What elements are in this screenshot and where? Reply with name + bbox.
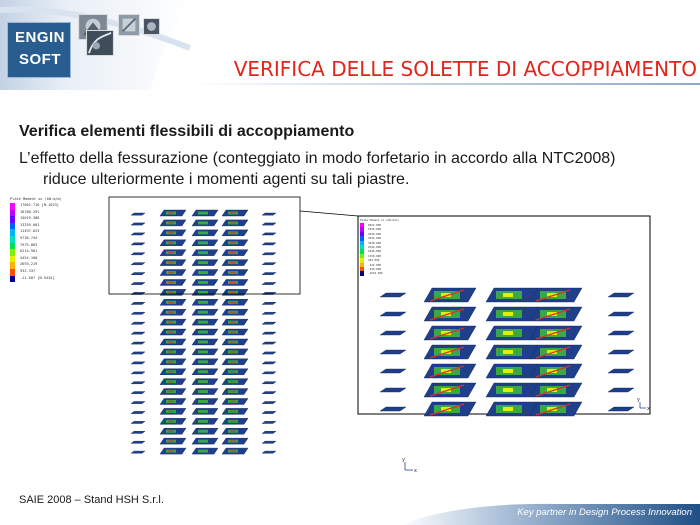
logo-line-2: SOFT	[19, 51, 61, 68]
floor-plate-small	[131, 233, 145, 235]
plate-stress-band	[198, 410, 208, 413]
plate-stress-peak	[168, 341, 174, 342]
main-axis-triad-x-label: x	[414, 468, 417, 474]
legend-swatch	[10, 262, 15, 269]
plate-stress-peak	[168, 292, 174, 293]
legend-value: 2693.219	[20, 262, 38, 267]
floor-plate-small	[131, 421, 145, 423]
zoom-colour-legend	[360, 218, 420, 278]
plate-stress-band	[198, 301, 208, 304]
plate-stress-peak	[230, 242, 236, 243]
legend-value: 6214.981	[20, 249, 38, 254]
plate-stress-peak	[168, 272, 174, 273]
zoom-axis-triad-y-label: y	[637, 397, 640, 403]
plate-stress-band	[198, 340, 208, 343]
plate-stress-band	[198, 430, 208, 433]
floor-plate-small	[131, 382, 145, 384]
plate-stress-peak	[230, 232, 236, 233]
main-legend-title: Plate Moment xx (kN·m/m)	[10, 197, 62, 201]
zoom-stress-mid	[503, 369, 513, 373]
floor-plate-small	[131, 213, 145, 215]
legend-value: 11497.623	[20, 229, 40, 234]
floor-plate-small	[131, 431, 145, 433]
plate-stress-peak	[230, 222, 236, 223]
legend-swatch	[10, 203, 15, 210]
header-thumbnail-3	[118, 14, 140, 36]
floor-plate-small	[131, 253, 145, 255]
legend-swatch	[10, 269, 15, 276]
legend-value: -1634.000	[368, 271, 383, 276]
plate-stress-peak	[230, 331, 236, 332]
plate-stress-peak	[230, 351, 236, 352]
plate-stress-peak	[230, 312, 236, 313]
plate-stress-peak	[168, 401, 174, 402]
paragraph-line-2: riduce ulteriormente i momenti agenti su tali piastre.	[43, 171, 410, 188]
legend-value: 4630.000	[368, 231, 381, 236]
floor-plate-small	[262, 312, 276, 314]
floor-plate-small	[131, 451, 145, 453]
legend-swatch	[10, 236, 15, 243]
plate-stress-peak	[230, 450, 236, 451]
floor-plate-small	[131, 282, 145, 284]
plate-stress-peak	[168, 302, 174, 303]
legend-value: 7975.863	[20, 242, 38, 247]
floor-plate-small	[262, 223, 276, 225]
zoom-stress-mid	[503, 312, 513, 316]
legend-value: 1150.000	[368, 253, 381, 258]
floor-plate-small	[131, 441, 145, 443]
plate-stress-band	[198, 291, 208, 294]
plate-stress-peak	[168, 351, 174, 352]
plate-stress-peak	[168, 391, 174, 392]
plate-stress-peak	[168, 312, 174, 313]
plate-stress-band	[198, 231, 208, 234]
legend-swatch	[360, 271, 364, 275]
floor-plate-small	[262, 282, 276, 284]
plate-stress-band	[198, 390, 208, 393]
header-thumbnail-2	[86, 30, 114, 56]
floor-plate-small	[131, 372, 145, 374]
floor-plate-small	[131, 401, 145, 403]
floor-plate-small	[262, 431, 276, 433]
legend-value: 1846.000	[368, 249, 381, 254]
legend-swatch	[10, 243, 15, 250]
plate-stress-band	[198, 400, 208, 403]
plate-stress-band	[198, 251, 208, 254]
floor-plate-small	[131, 273, 145, 275]
floor-plate-small	[262, 332, 276, 334]
legend-value: 5326.000	[368, 227, 381, 232]
legend-value: 454.000	[368, 258, 380, 263]
plate-stress-band	[198, 380, 208, 383]
plate-stress-peak	[168, 232, 174, 233]
floor-plate-small	[131, 243, 145, 245]
legend-value: 13259.001	[20, 222, 40, 227]
plate-stress-peak	[168, 440, 174, 441]
paragraph-line-1: L’effetto della fessurazione (conteggiato in modo forfetario in accordo alla NTC2008)	[19, 150, 616, 167]
legend-value: 4454.100	[20, 255, 38, 260]
floor-plate-small	[262, 401, 276, 403]
plate-stress-band	[198, 261, 208, 264]
plate-stress-band	[198, 440, 208, 443]
plate-stress-peak	[168, 242, 174, 243]
floor-plate-small	[262, 382, 276, 384]
plate-stress-peak	[168, 222, 174, 223]
floor-plate-small	[262, 322, 276, 324]
plate-stress-peak	[230, 421, 236, 422]
floor-plate-small	[262, 263, 276, 265]
legend-swatch	[10, 256, 15, 263]
plate-stress-band	[198, 370, 208, 373]
floor-plate-small	[262, 362, 276, 364]
plate-stress-peak	[230, 282, 236, 283]
plate-stress-peak	[230, 431, 236, 432]
zoom-stress-mid	[503, 293, 513, 297]
floor-plate-small	[262, 342, 276, 344]
plate-stress-peak	[168, 371, 174, 372]
plate-stress-peak	[168, 361, 174, 362]
plate-stress-band	[198, 221, 208, 224]
plate-stress-peak	[168, 321, 174, 322]
legend-value: -11.607 [N.5434]	[20, 275, 55, 280]
floor-plate-small	[131, 322, 145, 324]
logo-line-1: ENGIN	[14, 29, 65, 46]
plate-stress-peak	[230, 401, 236, 402]
plate-stress-band	[198, 271, 208, 274]
plate-stress-band	[198, 212, 208, 215]
enginsoft-logo	[7, 22, 71, 78]
legend-value: 15019.388	[20, 216, 40, 221]
plate-stress-band	[198, 281, 208, 284]
floor-plate-small	[262, 273, 276, 275]
plate-stress-band	[198, 331, 208, 334]
zoom-stress-mid	[503, 331, 513, 335]
legend-value: 2542.000	[368, 245, 381, 249]
legend-swatch	[10, 249, 15, 256]
plate-stress-peak	[168, 252, 174, 253]
legend-swatch	[10, 229, 15, 236]
body-paragraph	[19, 148, 689, 190]
legend-swatch	[10, 223, 15, 230]
plate-stress-peak	[168, 212, 174, 213]
floor-plate-small	[131, 302, 145, 304]
plate-stress-peak	[230, 361, 236, 362]
zoom-stress-mid	[503, 350, 513, 354]
footer-event-label: SAIE 2008 – Stand HSH S.r.l.	[19, 494, 164, 506]
floor-plate-small	[131, 332, 145, 334]
floor-plate-small	[131, 392, 145, 394]
floor-plate-small	[262, 421, 276, 423]
plate-stress-peak	[168, 262, 174, 263]
slide-title: VERIFICA DELLE SOLETTE DI ACCOPPIAMENTO	[233, 57, 697, 81]
floor-plate-small	[131, 263, 145, 265]
header-thumbnail-4	[143, 18, 160, 35]
legend-value: 9736.744	[20, 236, 38, 240]
floor-plate-small	[131, 362, 145, 364]
legend-swatch	[10, 276, 15, 283]
fem-model-figure	[0, 193, 700, 478]
zoom-stress-mid	[503, 388, 513, 392]
floor-plate-small	[262, 392, 276, 394]
legend-value: 3238.000	[368, 240, 381, 245]
plate-stress-peak	[168, 381, 174, 382]
plate-stress-peak	[168, 411, 174, 412]
plate-stress-peak	[168, 450, 174, 451]
floor-plate-small	[262, 233, 276, 235]
main-axis-triad-y-label: y	[402, 457, 405, 463]
plate-stress-peak	[230, 341, 236, 342]
plate-stress-band	[198, 321, 208, 324]
plate-stress-peak	[230, 371, 236, 372]
legend-value: 3934.000	[368, 236, 381, 241]
plate-stress-peak	[168, 331, 174, 332]
floor-plate-small	[131, 312, 145, 314]
floor-plate-small	[262, 441, 276, 443]
floor-plate-small	[262, 372, 276, 374]
floor-plate-small	[262, 352, 276, 354]
plate-stress-peak	[230, 212, 236, 213]
plate-stress-band	[198, 450, 208, 453]
floor-plate-small	[131, 411, 145, 413]
zoom-legend-title: Plate Moment xx (kN·m/m)	[360, 218, 399, 222]
zoom-leader-line	[300, 211, 358, 216]
fem-plot-canvas	[0, 193, 700, 478]
plate-stress-band	[198, 420, 208, 423]
plate-stress-peak	[230, 411, 236, 412]
floor-plate-small	[131, 223, 145, 225]
floor-plate-small	[262, 243, 276, 245]
main-colour-legend	[10, 197, 105, 287]
title-divider	[192, 83, 700, 85]
floor-plate-small	[262, 213, 276, 215]
legend-swatch	[10, 216, 15, 223]
legend-value: 932.337	[20, 269, 36, 273]
floor-plate-small	[131, 352, 145, 354]
plate-stress-peak	[230, 440, 236, 441]
legend-swatch	[10, 210, 15, 217]
plate-stress-band	[198, 360, 208, 363]
plate-stress-peak	[230, 391, 236, 392]
plate-stress-band	[198, 311, 208, 314]
plate-stress-peak	[230, 272, 236, 273]
floor-plate-small	[262, 302, 276, 304]
zoom-stress-mid	[503, 407, 513, 411]
plate-stress-peak	[230, 252, 236, 253]
plate-stress-peak	[168, 431, 174, 432]
legend-value: 17662.716 [N.1023]	[20, 203, 59, 207]
plate-stress-peak	[230, 381, 236, 382]
legend-value: -938.000	[368, 267, 381, 271]
legend-value: 6022.000	[368, 223, 381, 227]
section-heading: Verifica elementi flessibili di accoppiamento	[19, 123, 355, 140]
floor-plate-small	[262, 253, 276, 255]
plate-stress-band	[198, 350, 208, 353]
legend-value: 16780.291	[20, 209, 40, 214]
plate-stress-peak	[230, 262, 236, 263]
floor-plate-small	[262, 411, 276, 413]
floor-plate-small	[131, 342, 145, 344]
plate-stress-peak	[230, 302, 236, 303]
floor-plate-small	[262, 451, 276, 453]
footer-tagline: Key partner in Design Process Innovation	[517, 507, 692, 518]
zoom-axis-triad-x-label: x	[647, 406, 650, 412]
plate-stress-peak	[230, 292, 236, 293]
plate-stress-peak	[230, 321, 236, 322]
plate-stress-band	[198, 241, 208, 244]
legend-value: -242.000	[368, 262, 381, 267]
plate-stress-peak	[168, 282, 174, 283]
plate-stress-peak	[168, 421, 174, 422]
